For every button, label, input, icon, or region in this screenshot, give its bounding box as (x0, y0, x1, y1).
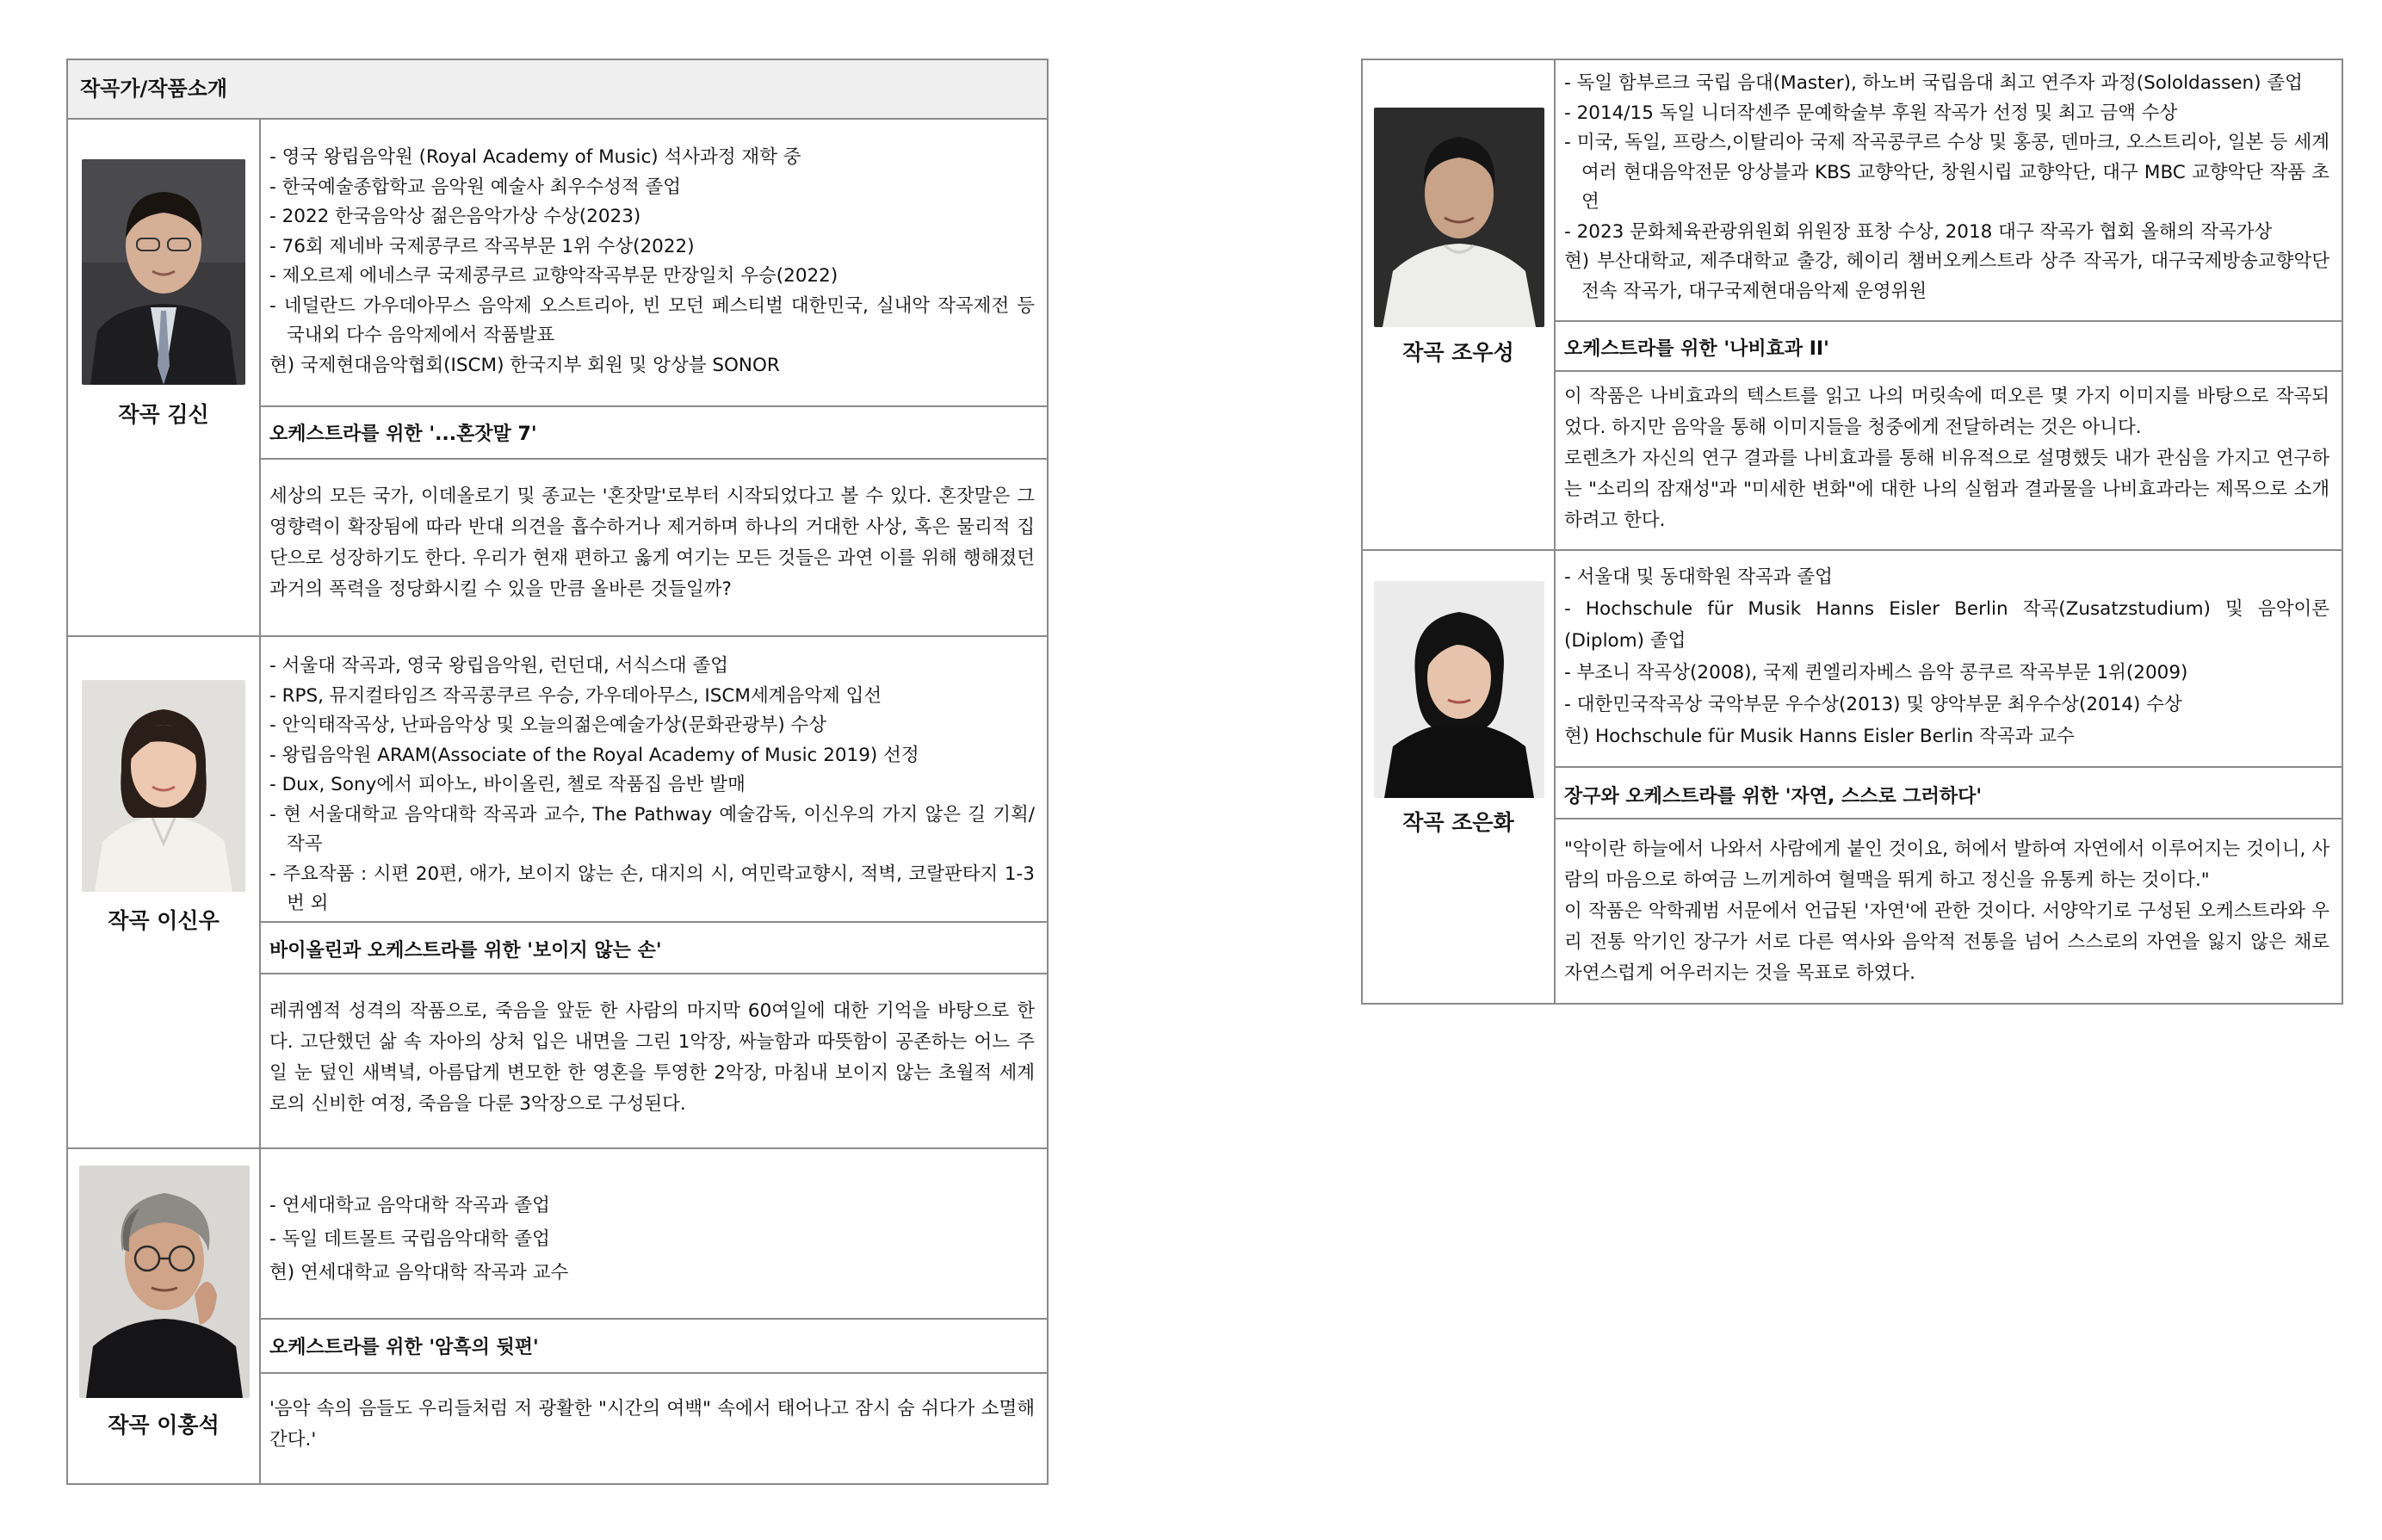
table-header: 작곡가/작품소개 (68, 60, 1047, 118)
divider (259, 921, 1047, 923)
bio-item: - 부조니 작곡상(2008), 국제 퀸엘리자베스 음악 콩쿠르 작곡부문 1위(2009) (1564, 662, 2188, 683)
work-title: 오케스트라를 위한 '암흑의 뒷편' (269, 1337, 539, 1358)
bio-item: - 왕립음악원 ARAM(Associate of the Royal Academy of Music 2019) 선정 (269, 744, 919, 766)
description-line: "악이란 하늘에서 나와서 사람에게 붙인 것이요, 허에서 발하여 자연에서 이루어지는 것이니, 사람의 마음으로 하여금 느끼게하여 혈맥을 뛰게 하고 정신을 유통케 하는 것이다." (1564, 838, 2329, 891)
divider (68, 118, 1047, 120)
composer-bio (1564, 69, 2329, 306)
divider (68, 635, 1047, 637)
composer-name: 작곡 조우성 (1402, 340, 1514, 365)
bio-item: 현) 연세대학교 음악대학 작곡과 교수 (269, 1262, 569, 1283)
work-description: 세상의 모든 국가, 이데올로기 및 종교는 '혼잣말'로부터 시작되었다고 볼 수 있다. 혼잣말은 그 영향력이 확장됨에 따라 반대 의견을 흡수하거나 제거하며 하나의 거대한 사상, 혹은 물리적 집단으로 성장하기도 한다. 우리가 현재 편하고 옳게 여기는 모든 것들은 과연 이를 위해 행해졌던 과거의 폭력을 정당화시킬 수 있을 만큼 올바른 것들일까? (269, 486, 1035, 600)
divider (1554, 818, 2342, 819)
composer-bio (269, 1189, 1035, 1290)
bio-item: - Hochschule für Musik Hanns Eisler Berlin 작곡(Zusatzstudium) 및 음악이론(Diplom) 졸업 (1564, 598, 2329, 652)
portrait-photo-lee-hongseok (79, 1166, 250, 1398)
divider (259, 458, 1047, 460)
composer-bio (269, 143, 1035, 380)
divider (259, 1372, 1047, 1374)
divider (1554, 320, 2342, 322)
divider (1363, 549, 2342, 551)
work-title: 오케스트라를 위한 '...혼잣말 7' (269, 424, 537, 445)
composer-bio (1564, 561, 2329, 752)
work-title: 바이올린과 오케스트라를 위한 '보이지 않는 손' (269, 940, 662, 962)
bio-item: - 2023 문화체육관광위원회 위원장 표창 수상, 2018 대구 작곡가 협회 올해의 작곡가상 (1564, 220, 2273, 243)
bio-item: - 한국예술종합학교 음악원 예술사 최우수성적 졸업 (269, 176, 682, 198)
work-title: 오케스트라를 위한 '나비효과 II' (1564, 338, 1829, 360)
description-line: 이 작품은 악학궤범 서문에서 언급된 '자연'에 관한 것이다. 서양악기로 구성된 오케스트라와 우리 전통 악기인 장구가 서로 다른 역사와 음악적 전통을 넘어 스스로의 자연을 잃지 않은 채로 자연스럽게 어우러지는 것을 목표로 하였다. (1564, 900, 2329, 984)
work-description: 레퀴엠적 성격의 작품으로, 죽음을 앞둔 한 사람의 마지막 60여일에 대한 기억을 바탕으로 한다. 고단했던 삶 속 자아의 상처 입은 내면을 그린 1악장, 싸늘함과 따뜻함이 공존하는 어느 주일 눈 덮인 새벽녘, 아름답게 변모한 한 영혼을 투영한 2악장, 마침내 보이지 않는 초월적 세계로의 신비한 여정, 죽음을 다룬 3악장으로 구성된다. (269, 1000, 1035, 1115)
work-title: 장구와 오케스트라를 위한 '자연, 스스로 그러하다' (1564, 786, 1983, 807)
divider (1554, 766, 2342, 768)
bio-item: - 안익태작곡상, 난파음악상 및 오늘의젊은예술가상(문화관광부) 수상 (269, 714, 827, 736)
bio-item: - 서울대 작곡과, 영국 왕립음악원, 런던대, 서식스대 졸업 (269, 655, 729, 677)
divider (1554, 60, 1556, 1005)
work-description: '음악 속의 음들도 우리들처럼 저 광활한 "시간의 여백" 속에서 태어나고 잠시 숨 쉬다가 소멸해간다.' (269, 1398, 1035, 1450)
composer-table-right (1361, 59, 2343, 1005)
work-description (1564, 381, 2329, 536)
divider (259, 973, 1047, 974)
bio-item: - 대한민국작곡상 국악부문 우수상(2013) 및 양악부문 최우수상(2014) 수상 (1564, 694, 2182, 715)
composer-name: 작곡 조은화 (1402, 810, 1514, 835)
portrait-photo-kim-shin (82, 159, 245, 385)
bio-item: - 제오르제 에네스쿠 국제콩쿠르 교향악작곡부문 만장일치 우승(2022) (269, 265, 838, 287)
divider (68, 1147, 1047, 1149)
bio-item: - 영국 왕립음악원 (Royal Academy of Music) 석사과정 재학 중 (269, 146, 801, 168)
composer-bio (269, 652, 1035, 919)
bio-item: - 주요작품 : 시편 20편, 애가, 보이지 않는 손, 대지의 시, 여민락교향시, 적벽, 코랄판타지 1-3번 외 (269, 863, 1035, 914)
composer-name: 작곡 이신우 (108, 908, 220, 933)
divider (259, 1318, 1047, 1320)
composer-table-left (66, 59, 1049, 1485)
bio-item: - 76회 제네바 국제콩쿠르 작곡부문 1위 수상(2022) (269, 235, 695, 257)
bio-item: - 서울대 및 동대학원 작곡과 졸업 (1564, 566, 1833, 588)
portrait-photo-jo-wooseong (1374, 108, 1544, 327)
portrait-photo-jo-eunhwa (1374, 581, 1544, 798)
description-line: 이 작품은 나비효과의 텍스트를 읽고 나의 머릿속에 떠오른 몇 가지 이미지를 바탕으로 작곡되었다. 하지만 음악을 통해 이미지들을 청중에게 전달하려는 것은 아니다. (1564, 386, 2329, 438)
composer-name: 작곡 이홍석 (108, 1413, 220, 1438)
bio-item: - 독일 데트몰트 국립음악대학 졸업 (269, 1228, 550, 1250)
portrait-photo-lee-shinwoo (82, 680, 245, 892)
bio-item: - RPS, 뮤지컬타임즈 작곡콩쿠르 우승, 가우데아무스, ISCM세계음악제 입선 (269, 684, 882, 707)
divider (259, 120, 261, 1485)
description-line: 로렌츠가 자신의 연구 결과를 나비효과를 통해 비유적으로 설명했듯 내가 관심을 가지고 연구하는 "소리의 잠재성"과 "미세한 변화"에 대한 나의 실험과 결과물을 나비효과라는 제목으로 소개하려고 한다. (1564, 448, 2329, 531)
divider (259, 405, 1047, 407)
bio-item: - 독일 함부르크 국립 음대(Master), 하노버 국립음대 최고 연주자 과정(Sololdassen) 졸업 (1564, 72, 2303, 94)
bio-item: 현) 부산대학교, 제주대학교 출강, 헤이리 챔버오케스트라 상주 작곡가, 대구국제방송교향악단 전속 작곡가, 대구국제현대음악제 운영위원 (1564, 250, 2329, 302)
bio-item: - 미국, 독일, 프랑스,이탈리아 국제 작곡콩쿠르 수상 및 홍콩, 덴마크, 오스트리아, 일본 등 세계 여러 현대음악전문 앙상블과 KBS 교향악단, 창원시립 교향악단, 대구 MBC 교향악단 작품 초연 (1564, 132, 2329, 213)
bio-item: - 2014/15 독일 니더작센주 문예학술부 후원 작곡가 선정 및 최고 금액 수상 (1564, 102, 2178, 124)
bio-item: - Dux, Sony에서 피아노, 바이올린, 첼로 작품집 음반 발매 (269, 774, 746, 795)
bio-item: - 연세대학교 음악대학 작곡과 졸업 (269, 1195, 550, 1216)
bio-item: 현) Hochschule für Musik Hanns Eisler Berlin 작곡과 교수 (1564, 726, 2075, 747)
bio-item: - 네덜란드 가우데아무스 음악제 오스트리아, 빈 모던 페스티벌 대한민국, 실내악 작곡제전 등 국내외 다수 음악제에서 작품발표 (269, 294, 1035, 346)
work-description (1564, 834, 2329, 989)
divider (1554, 370, 2342, 372)
composer-name: 작곡 김신 (118, 402, 209, 427)
bio-item: 현) 국제현대음악협회(ISCM) 한국지부 회원 및 앙상블 SONOR (269, 354, 780, 376)
bio-item: - 2022 한국음악상 젊은음악가상 수상(2023) (269, 206, 641, 227)
bio-item: - 현 서울대학교 음악대학 작곡과 교수, The Pathway 예술감독, 이신우의 가지 않은 길 기획/작곡 (269, 803, 1035, 855)
